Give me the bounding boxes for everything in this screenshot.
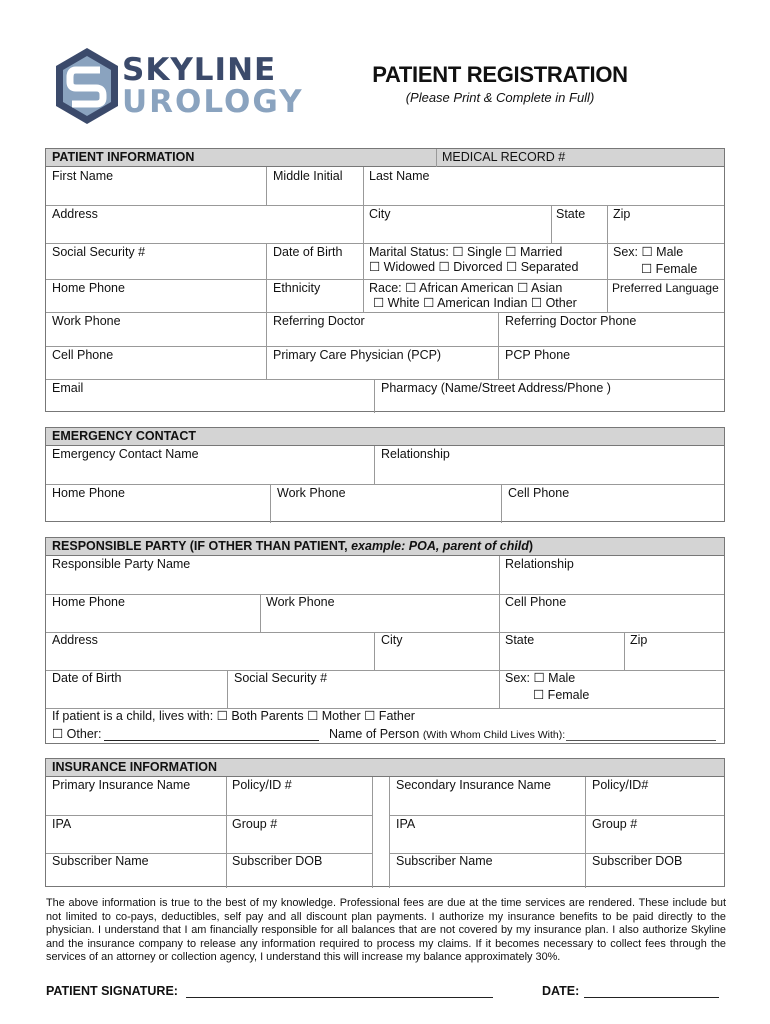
secondary-insurance-name-field[interactable]: Secondary Insurance Name <box>396 778 551 792</box>
responsible-city-field[interactable]: City <box>381 633 403 647</box>
secondary-group-field[interactable]: Group # <box>592 817 638 831</box>
insurance-information-section <box>45 758 725 887</box>
responsible-work-phone-field[interactable]: Work Phone <box>266 595 335 609</box>
date-line[interactable] <box>584 997 719 998</box>
sex-male-checkbox[interactable]: Sex: ☐ Male <box>613 245 684 259</box>
emergency-contact-name-field[interactable]: Emergency Contact Name <box>52 447 199 461</box>
primary-group-field[interactable]: Group # <box>232 817 278 831</box>
section-heading-example: example: POA, parent of child <box>351 539 529 553</box>
responsible-party-name-field[interactable]: Responsible Party Name <box>52 557 191 571</box>
secondary-ipa-field[interactable]: IPA <box>396 817 416 831</box>
secondary-subscriber-dob-field[interactable]: Subscriber DOB <box>592 854 683 868</box>
emergency-contact-section <box>45 427 725 522</box>
logo-text-skyline: SKYLINE <box>122 52 277 88</box>
child-lives-with-options[interactable]: If patient is a child, lives with: ☐ Both Parents ☐ Mother ☐ Father <box>52 709 415 723</box>
emergency-relationship-field[interactable]: Relationship <box>381 447 450 461</box>
secondary-policy-id-field[interactable]: Policy/ID# <box>592 778 649 792</box>
cell-phone-field[interactable]: Cell Phone <box>52 348 114 362</box>
primary-subscriber-dob-field[interactable]: Subscriber DOB <box>232 854 323 868</box>
work-phone-field[interactable]: Work Phone <box>52 314 121 328</box>
responsible-sex-male-checkbox[interactable]: Sex: ☐ Male <box>505 671 576 685</box>
preferred-language-field[interactable]: Preferred Language <box>612 281 719 295</box>
primary-insurance-name-field[interactable]: Primary Insurance Name <box>52 778 191 792</box>
child-name-of-person-label <box>329 727 565 743</box>
marital-status-options-2[interactable]: ☐ Widowed ☐ Divorced ☐ Separated <box>369 260 579 274</box>
patient-signature-label: PATIENT SIGNATURE: <box>46 984 178 998</box>
responsible-relationship-field[interactable]: Relationship <box>505 557 574 571</box>
financial-responsibility-statement: The above information is true to the best of my knowledge. Professional fees are due at the time services are rendered. These include but not limited to co-pays, deductibles, self pay and all discount plan payments. I authorize my insurance benefits to be paid directly to the physician. I understand that I am financially responsible for all balances that are not covered by my insurance plan. I also authorize Skyline and the insurance company to release any information required to process my claims. If it becomes necessary to collect fees through the services of an attorney or collection agency, I understand this will increase my balance approximately 30%. <box>46 897 726 964</box>
page-subtitle: (Please Print & Complete in Full) <box>405 90 595 105</box>
child-name-of-person-text: Name of Person <box>329 727 420 741</box>
responsible-cell-phone-field[interactable]: Cell Phone <box>505 595 567 609</box>
logo-text-urology: UROLOGY <box>122 84 304 120</box>
responsible-ssn-field[interactable]: Social Security # <box>234 671 328 685</box>
date-label: DATE: <box>542 984 580 998</box>
child-name-of-person-note: (With Whom Child Lives With): <box>422 729 566 741</box>
emergency-cell-phone-field[interactable]: Cell Phone <box>508 486 570 500</box>
responsible-dob-field[interactable]: Date of Birth <box>52 671 122 685</box>
race-options-2[interactable]: ☐ White ☐ American Indian ☐ Other <box>373 296 577 310</box>
dob-field[interactable]: Date of Birth <box>273 245 343 259</box>
responsible-home-phone-field[interactable]: Home Phone <box>52 595 125 609</box>
referring-doctor-phone-field[interactable]: Referring Doctor Phone <box>505 314 637 328</box>
section-heading: INSURANCE INFORMATION <box>46 759 724 777</box>
sex-female-checkbox[interactable]: ☐ Female <box>641 262 698 276</box>
referring-doctor-field[interactable]: Referring Doctor <box>273 314 365 328</box>
email-field[interactable]: Email <box>52 381 84 395</box>
responsible-sex-female-checkbox[interactable]: ☐ Female <box>533 688 590 702</box>
first-name-field[interactable]: First Name <box>52 169 114 183</box>
pharmacy-field[interactable]: Pharmacy (Name/Street Address/Phone ) <box>381 381 611 395</box>
ethnicity-field[interactable]: Ethnicity <box>273 281 321 295</box>
responsible-zip-field[interactable]: Zip <box>630 633 648 647</box>
emergency-work-phone-field[interactable]: Work Phone <box>277 486 346 500</box>
pcp-field[interactable]: Primary Care Physician (PCP) <box>273 348 442 362</box>
page-title: PATIENT REGISTRATION <box>372 62 628 87</box>
city-field[interactable]: City <box>369 207 391 221</box>
zip-field[interactable]: Zip <box>613 207 631 221</box>
last-name-field[interactable]: Last Name <box>369 169 430 183</box>
child-name-of-person-line[interactable] <box>566 740 716 741</box>
child-other-checkbox[interactable]: ☐ Other: <box>52 727 102 741</box>
section-heading: PATIENT INFORMATION <box>46 149 724 167</box>
primary-policy-id-field[interactable]: Policy/ID # <box>232 778 292 792</box>
race-options[interactable]: Race: ☐ African American ☐ Asian <box>369 281 563 295</box>
section-heading: EMERGENCY CONTACT <box>46 428 724 446</box>
address-field[interactable]: Address <box>52 207 98 221</box>
home-phone-field[interactable]: Home Phone <box>52 281 125 295</box>
pcp-phone-field[interactable]: PCP Phone <box>505 348 571 362</box>
responsible-party-section <box>45 537 725 744</box>
state-field[interactable]: State <box>556 207 586 221</box>
primary-ipa-field[interactable]: IPA <box>52 817 72 831</box>
patient-signature-line[interactable] <box>186 997 493 998</box>
section-heading <box>46 538 724 556</box>
section-heading-close: ) <box>528 539 534 553</box>
ssn-field[interactable]: Social Security # <box>52 245 146 259</box>
marital-status-options[interactable]: Marital Status: ☐ Single ☐ Married <box>369 245 563 259</box>
primary-subscriber-name-field[interactable]: Subscriber Name <box>52 854 149 868</box>
patient-information-section <box>45 148 725 412</box>
responsible-state-field[interactable]: State <box>505 633 535 647</box>
secondary-subscriber-name-field[interactable]: Subscriber Name <box>396 854 493 868</box>
responsible-address-field[interactable]: Address <box>52 633 98 647</box>
emergency-home-phone-field[interactable]: Home Phone <box>52 486 125 500</box>
skyline-logo-mark <box>52 46 122 126</box>
middle-initial-field[interactable]: Middle Initial <box>273 169 343 183</box>
section-heading-main: RESPONSIBLE PARTY (IF OTHER THAN PATIENT, <box>52 539 352 553</box>
medical-record-label: MEDICAL RECORD # <box>442 150 566 164</box>
